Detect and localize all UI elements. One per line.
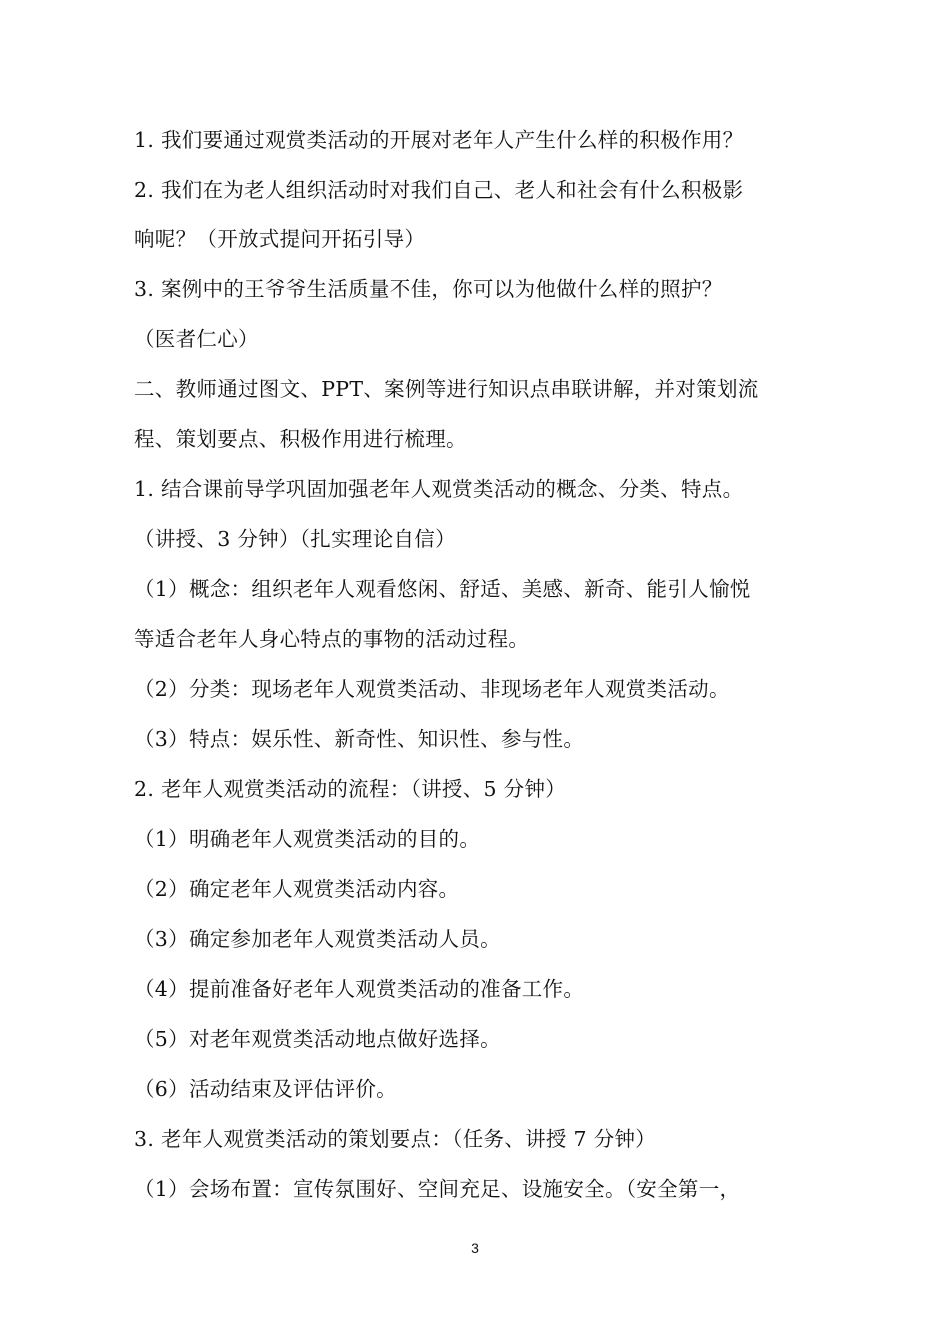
item-3-heading: 3. 老年人观赏类活动的策划要点：（任务、讲授 7 分钟） (134, 1127, 657, 1151)
item-1-line-2: （讲授、3 分钟）（扎实理论自信） (134, 527, 456, 551)
section-2-heading-line-1: 二、教师通过图文、PPT、案例等进行知识点串联讲解，并对策划流 (134, 377, 759, 401)
question-3-note: （医者仁心） (134, 327, 259, 351)
classification: （2）分类：现场老年人观赏类活动、非现场老年人观赏类活动。 (134, 677, 730, 701)
concept-line-1: （1）概念：组织老年人观看悠闲、舒适、美感、新奇、能引人愉悦 (134, 577, 751, 601)
process-step-5: （5）对老年观赏类活动地点做好选择。 (134, 1027, 501, 1051)
question-1: 1. 我们要通过观赏类活动的开展对老年人产生什么样的积极作用？ (134, 128, 744, 152)
process-step-6: （6）活动结束及评估评价。 (134, 1077, 397, 1101)
process-step-2: （2）确定老年人观赏类活动内容。 (134, 877, 460, 901)
process-step-4: （4）提前准备好老年人观赏类活动的准备工作。 (134, 977, 585, 1001)
question-2-line-1: 2. 我们在为老人组织活动时对我们自己、老人和社会有什么积极影 (134, 178, 744, 202)
process-step-1: （1）明确老年人观赏类活动的目的。 (134, 827, 481, 851)
page-number: 3 (471, 1240, 479, 1256)
question-2-line-2: 响呢？（开放式提问开拓引导） (134, 227, 426, 251)
question-3: 3. 案例中的王爷爷生活质量不佳，你可以为他做什么样的照护？ (134, 277, 723, 301)
characteristics: （3）特点：娱乐性、新奇性、知识性、参与性。 (134, 727, 585, 751)
concept-line-2: 等适合老年人身心特点的事物的活动过程。 (134, 627, 530, 651)
item-1-line-1: 1. 结合课前导学巩固加强老年人观赏类活动的概念、分类、特点。 (134, 477, 744, 501)
item-2-heading: 2. 老年人观赏类活动的流程：（讲授、5 分钟） (134, 777, 567, 801)
section-2-heading-line-2: 程、策划要点、积极作用进行梳理。 (134, 427, 467, 451)
planning-point-1: （1）会场布置：宣传氛围好、空间充足、设施安全。（安全第一， (134, 1177, 741, 1201)
process-step-3: （3）确定参加老年人观赏类活动人员。 (134, 927, 501, 951)
